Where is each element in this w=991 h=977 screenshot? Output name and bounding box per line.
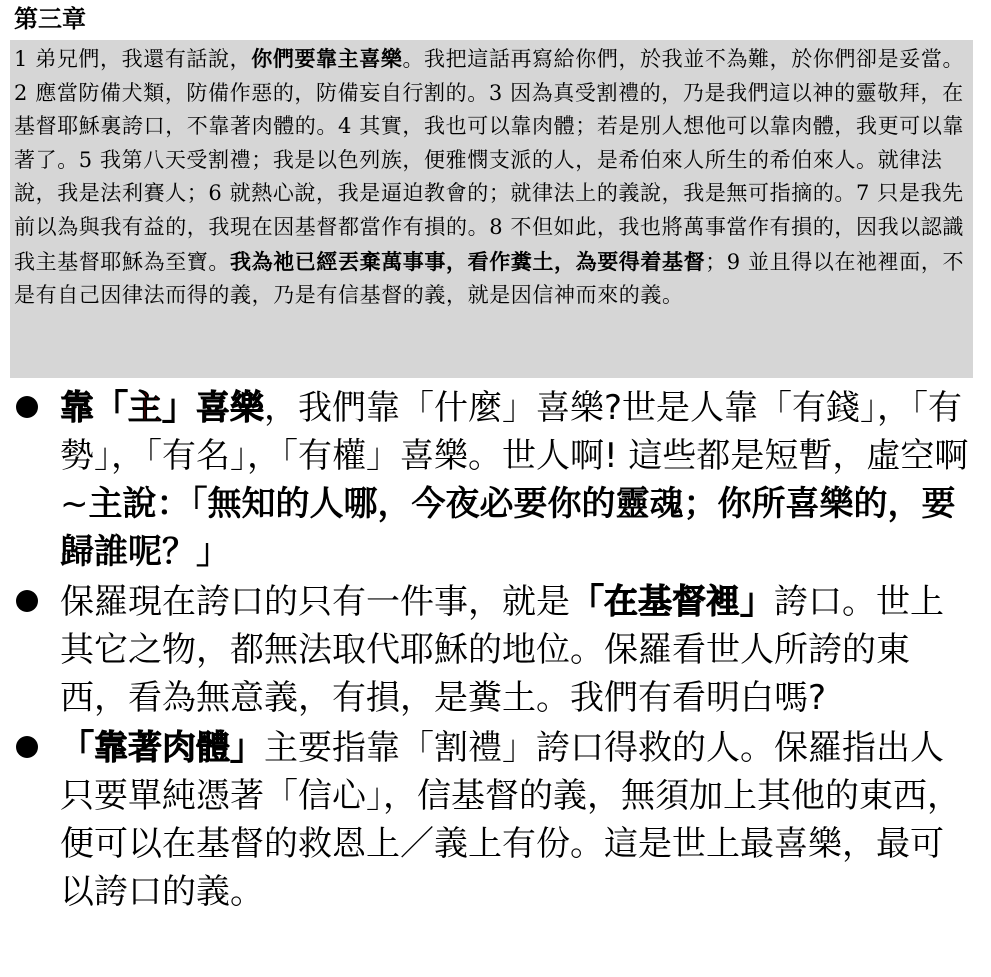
note-3-keyword: 靠著肉體: [94, 728, 230, 768]
note-3-text: 主要指靠「割禮」誇口得救的人。保羅指出人只要單純憑著「信心」，信基督的義，無須加上其他的東西，便可以在基督的救恩上／義上有份。這是世上最喜樂，最可以誇口的義。: [60, 728, 961, 912]
note-1-text: ，我們靠「什麼」喜樂?世是人靠「有錢」，「有勢」，「有名」，「有權」喜樂。世人啊! 這些都是短暫，虛空啊~: [60, 388, 969, 524]
note-3-bracket-open: 「: [60, 728, 94, 768]
note-3-bracket-close: 」: [230, 728, 264, 768]
scripture-text-1: 1 弟兄們，我還有話說，: [14, 47, 252, 71]
scripture-emphasis-1: 你們要靠主喜樂: [251, 46, 403, 71]
note-1-keyword-red: 「主」: [94, 388, 196, 428]
bullet-icon: [16, 736, 38, 758]
note-1-keyword-a: 靠: [60, 388, 94, 428]
note-2-bracket-close: 」: [740, 582, 774, 622]
notes-list: [12, 384, 974, 916]
scripture-text-3: ；9 並且得以在祂裡面，不是有自己因律法而得的義，乃是有信基督的義，就是因信神而來的義。: [14, 249, 965, 308]
note-2-text-b: 誇口。世上其它之物，都無法取代耶穌的地位。保羅看世人所誇的東西，看為無意義，有損，是糞土。我們有看明白嗎?: [60, 582, 944, 718]
note-2-text-a: 保羅現在誇口的只有一件事，就是: [60, 582, 570, 622]
note-item-1: [12, 384, 974, 576]
scripture-emphasis-2: 我為祂已經丟棄萬事事，看作糞土，為要得着基督: [230, 248, 706, 274]
note-item-2: [12, 578, 974, 722]
note-2-bracket-open: 「: [570, 582, 604, 622]
chapter-title: 第三章: [14, 4, 86, 33]
bullet-icon: [16, 396, 38, 418]
scripture-paragraph: [14, 42, 969, 313]
scripture-passage: [10, 40, 973, 378]
note-1-quote: 主說：「無知的人哪，今夜必要你的靈魂；你所喜樂的，要歸誰呢？」: [60, 484, 956, 572]
note-item-3: [12, 724, 974, 916]
bullet-icon: [16, 590, 38, 612]
note-2-keyword: 在基督裡: [604, 582, 740, 622]
scripture-text-2: 。我把這話再寫給你們，於我並不為難，於你們卻是妥當。2 應當防備犬類，防備作惡的，防備妄自行割的。3 因為真受割禮的，乃是我們這以神的靈敬拜，在基督耶穌裏誇口，不靠著肉體的。4 其實，我也可以靠肉體；若是別人想他可以靠肉體，我更可以靠著了。5 我第八天受割禮；我是以色列族，便雅憫支派的人，是希伯來人所生的希伯來人。就律法說，我是法利賽人；6 就熱心說，我是逼迫教會的；就律法上的義說，我是無可指摘的。7 只是我先前以為與我有益的，我現在因基督都當作有損的。8 不但如此，我也將萬事當作有損的，因我以認識我主基督耶穌為至寶。: [14, 47, 965, 274]
note-1-keyword-b: 喜樂: [196, 388, 264, 428]
